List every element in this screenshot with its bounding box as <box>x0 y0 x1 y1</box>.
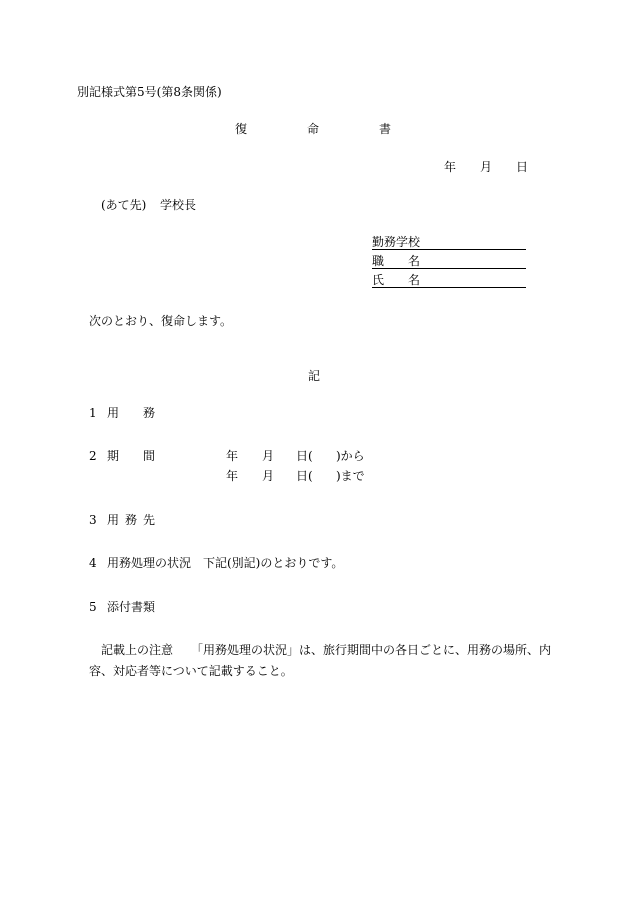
item-1-char: 用 <box>107 406 120 420</box>
record-heading: 記 <box>308 369 321 383</box>
date-day: 日 <box>516 160 529 174</box>
item-3-char: 用 <box>107 513 120 527</box>
intro-text: 次のとおり、復命します。 <box>89 314 233 328</box>
footnote-line-2: 容、対応者等について記載すること。 <box>89 664 293 678</box>
item-3-number: 3 <box>89 513 97 527</box>
item-5-label: 添付書類 <box>107 600 156 614</box>
period-from-year: 年 <box>226 449 239 463</box>
item-5-number: 5 <box>89 600 97 614</box>
title-char: 復 <box>235 122 248 136</box>
name-char: 名 <box>408 273 421 287</box>
footnote-line-1: 「用務処理の状況」は、旅行期間中の各日ごとに、用務の場所、内 <box>191 643 552 657</box>
footnote-label: 記載上の注意 <box>101 643 174 657</box>
position-line <box>372 254 526 269</box>
period-to-close: )まで <box>336 469 365 483</box>
addressee-prefix: (あて先) <box>101 198 147 212</box>
title-char: 命 <box>307 122 320 136</box>
period-from-day: 日( <box>296 449 313 463</box>
item-4-number: 4 <box>89 556 97 570</box>
item-3-char: 務 <box>125 513 138 527</box>
item-1-char: 務 <box>143 406 156 420</box>
date-year: 年 <box>444 160 457 174</box>
addressee-name: 学校長 <box>160 198 197 212</box>
form-label: 別記様式第5号(第8条関係) <box>77 85 222 99</box>
period-to-year: 年 <box>226 469 239 483</box>
school-label: 勤務学校 <box>372 235 421 249</box>
title-char: 書 <box>379 122 392 136</box>
position-char: 職 <box>372 254 385 268</box>
item-2-char: 間 <box>143 449 156 463</box>
item-3-char: 先 <box>143 513 156 527</box>
name-line <box>372 273 526 288</box>
period-from-month: 月 <box>262 449 275 463</box>
item-2-number: 2 <box>89 449 97 463</box>
item-2-char: 期 <box>107 449 120 463</box>
item-4-note: 下記(別記)のとおりです。 <box>203 556 344 570</box>
date-month: 月 <box>480 160 493 174</box>
item-4-label: 用務処理の状況 <box>107 556 192 570</box>
item-1-number: 1 <box>89 406 97 420</box>
period-to-month: 月 <box>262 469 275 483</box>
period-from-close: )から <box>336 449 365 463</box>
period-to-day: 日( <box>296 469 313 483</box>
school-line <box>372 235 526 250</box>
position-char: 名 <box>408 254 421 268</box>
name-char: 氏 <box>372 273 385 287</box>
